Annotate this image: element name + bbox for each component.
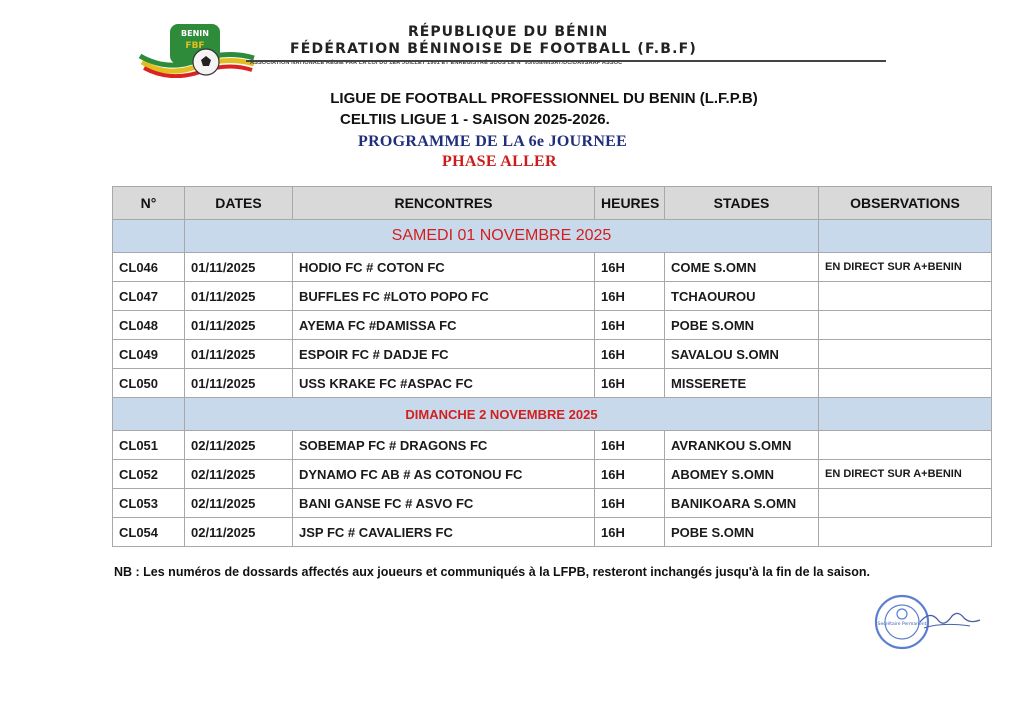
table-row (113, 340, 992, 369)
match-stadium: SAVALOU S.OMN (665, 340, 819, 369)
match-time: 16H (595, 518, 665, 547)
match-number: CL048 (113, 311, 185, 340)
fixtures-table (112, 186, 992, 547)
table-row (113, 253, 992, 282)
republique-heading: RÉPUBLIQUE DU BÉNIN (408, 24, 609, 40)
match-number: CL053 (113, 489, 185, 518)
match-number: CL049 (113, 340, 185, 369)
table-row (113, 460, 992, 489)
match-observation (819, 518, 992, 547)
match-time: 16H (595, 431, 665, 460)
match-number: CL047 (113, 282, 185, 311)
day-row-sunday (113, 398, 992, 431)
day-label-saturday: SAMEDI 01 NOVEMBRE 2025 (185, 220, 819, 253)
table-header-row (113, 187, 992, 220)
match-stadium: ABOMEY S.OMN (665, 460, 819, 489)
match-observation (819, 431, 992, 460)
match-stadium: TCHAOUROU (665, 282, 819, 311)
match-time: 16H (595, 369, 665, 398)
day-label-sunday: DIMANCHE 2 NOVEMBRE 2025 (185, 398, 819, 431)
table-row (113, 518, 992, 547)
day-row-spacer (113, 220, 185, 253)
match-observation (819, 340, 992, 369)
phase-title: PHASE ALLER (442, 153, 557, 170)
match-time: 16H (595, 460, 665, 489)
match-stadium: AVRANKOU S.OMN (665, 431, 819, 460)
day-row-spacer (113, 398, 185, 431)
match-number: CL050 (113, 369, 185, 398)
match-observation (819, 282, 992, 311)
programme-title: PROGRAMME DE LA 6e JOURNEE (358, 133, 628, 150)
day-row-spacer (819, 220, 992, 253)
table-row (113, 311, 992, 340)
svg-text:BENIN: BENIN (181, 29, 209, 38)
league-title: LIGUE DE FOOTBALL PROFESSIONNEL DU BENIN (L.F.P.B) (330, 90, 758, 107)
match-number: CL046 (113, 253, 185, 282)
match-fixture: HODIO FC # COTON FC (293, 253, 595, 282)
day-row-spacer (819, 398, 992, 431)
match-stadium: COME S.OMN (665, 253, 819, 282)
day-row-saturday (113, 220, 992, 253)
col-header-observations: OBSERVATIONS (819, 187, 992, 220)
footnote (114, 565, 870, 579)
match-time: 16H (595, 311, 665, 340)
match-observation (819, 311, 992, 340)
fbf-logo (138, 22, 256, 78)
match-fixture: AYEMA FC #DAMISSA FC (293, 311, 595, 340)
match-fixture: SOBEMAP FC # DRAGONS FC (293, 431, 595, 460)
match-observation: EN DIRECT SUR A+BENIN (819, 253, 992, 282)
match-date: 01/11/2025 (185, 253, 293, 282)
svg-text:Secrétaire Permanent: Secrétaire Permanent (877, 622, 927, 627)
match-stadium: POBE S.OMN (665, 518, 819, 547)
footnote-text: : Les numéros de dossards affectés aux joueurs et communiqués à la LFPB, resteront inchangés jusqu'à la fin de la saison. (132, 565, 870, 579)
match-observation (819, 489, 992, 518)
table-row (113, 282, 992, 311)
col-header-hours: HEURES (595, 187, 665, 220)
match-fixture: BANI GANSE FC # ASVO FC (293, 489, 595, 518)
table-row (113, 431, 992, 460)
match-number: CL052 (113, 460, 185, 489)
svg-text:FBF: FBF (185, 41, 205, 51)
federation-heading: FÉDÉRATION BÉNINOISE DE FOOTBALL (F.B.F) (290, 41, 697, 57)
match-date: 01/11/2025 (185, 282, 293, 311)
table-row (113, 369, 992, 398)
match-date: 01/11/2025 (185, 340, 293, 369)
match-observation: EN DIRECT SUR A+BENIN (819, 460, 992, 489)
match-fixture: JSP FC # CAVALIERS FC (293, 518, 595, 547)
official-stamp-icon (872, 592, 984, 652)
match-fixture: DYNAMO FC AB # AS COTONOU FC (293, 460, 595, 489)
match-date: 02/11/2025 (185, 460, 293, 489)
match-date: 01/11/2025 (185, 311, 293, 340)
match-time: 16H (595, 253, 665, 282)
match-stadium: MISSERETE (665, 369, 819, 398)
match-observation (819, 369, 992, 398)
season-title: CELTIIS LIGUE 1 - SAISON 2025-2026. (340, 111, 610, 128)
match-time: 16H (595, 282, 665, 311)
match-number: CL051 (113, 431, 185, 460)
col-header-matches: RENCONTRES (293, 187, 595, 220)
col-header-stadiums: STADES (665, 187, 819, 220)
match-time: 16H (595, 489, 665, 518)
match-stadium: POBE S.OMN (665, 311, 819, 340)
match-date: 02/11/2025 (185, 489, 293, 518)
match-stadium: BANIKOARA S.OMN (665, 489, 819, 518)
match-date: 02/11/2025 (185, 518, 293, 547)
association-line: ASSOCIATION NATIONALE RÉGIE PAR LA LOI DU 1ER JUILLET 1901 ET ENREGISTRÉ SOUS LE N° 93/038/MISAT/DC/DAI/SAAP ASSOC (250, 60, 623, 66)
match-time: 16H (595, 340, 665, 369)
match-date: 02/11/2025 (185, 431, 293, 460)
table-row (113, 489, 992, 518)
col-header-number: N° (113, 187, 185, 220)
col-header-dates: DATES (185, 187, 293, 220)
match-fixture: USS KRAKE FC #ASPAC FC (293, 369, 595, 398)
footnote-prefix: NB (114, 565, 133, 579)
match-number: CL054 (113, 518, 185, 547)
match-fixture: ESPOIR FC # DADJE FC (293, 340, 595, 369)
match-date: 01/11/2025 (185, 369, 293, 398)
match-fixture: BUFFLES FC #LOTO POPO FC (293, 282, 595, 311)
